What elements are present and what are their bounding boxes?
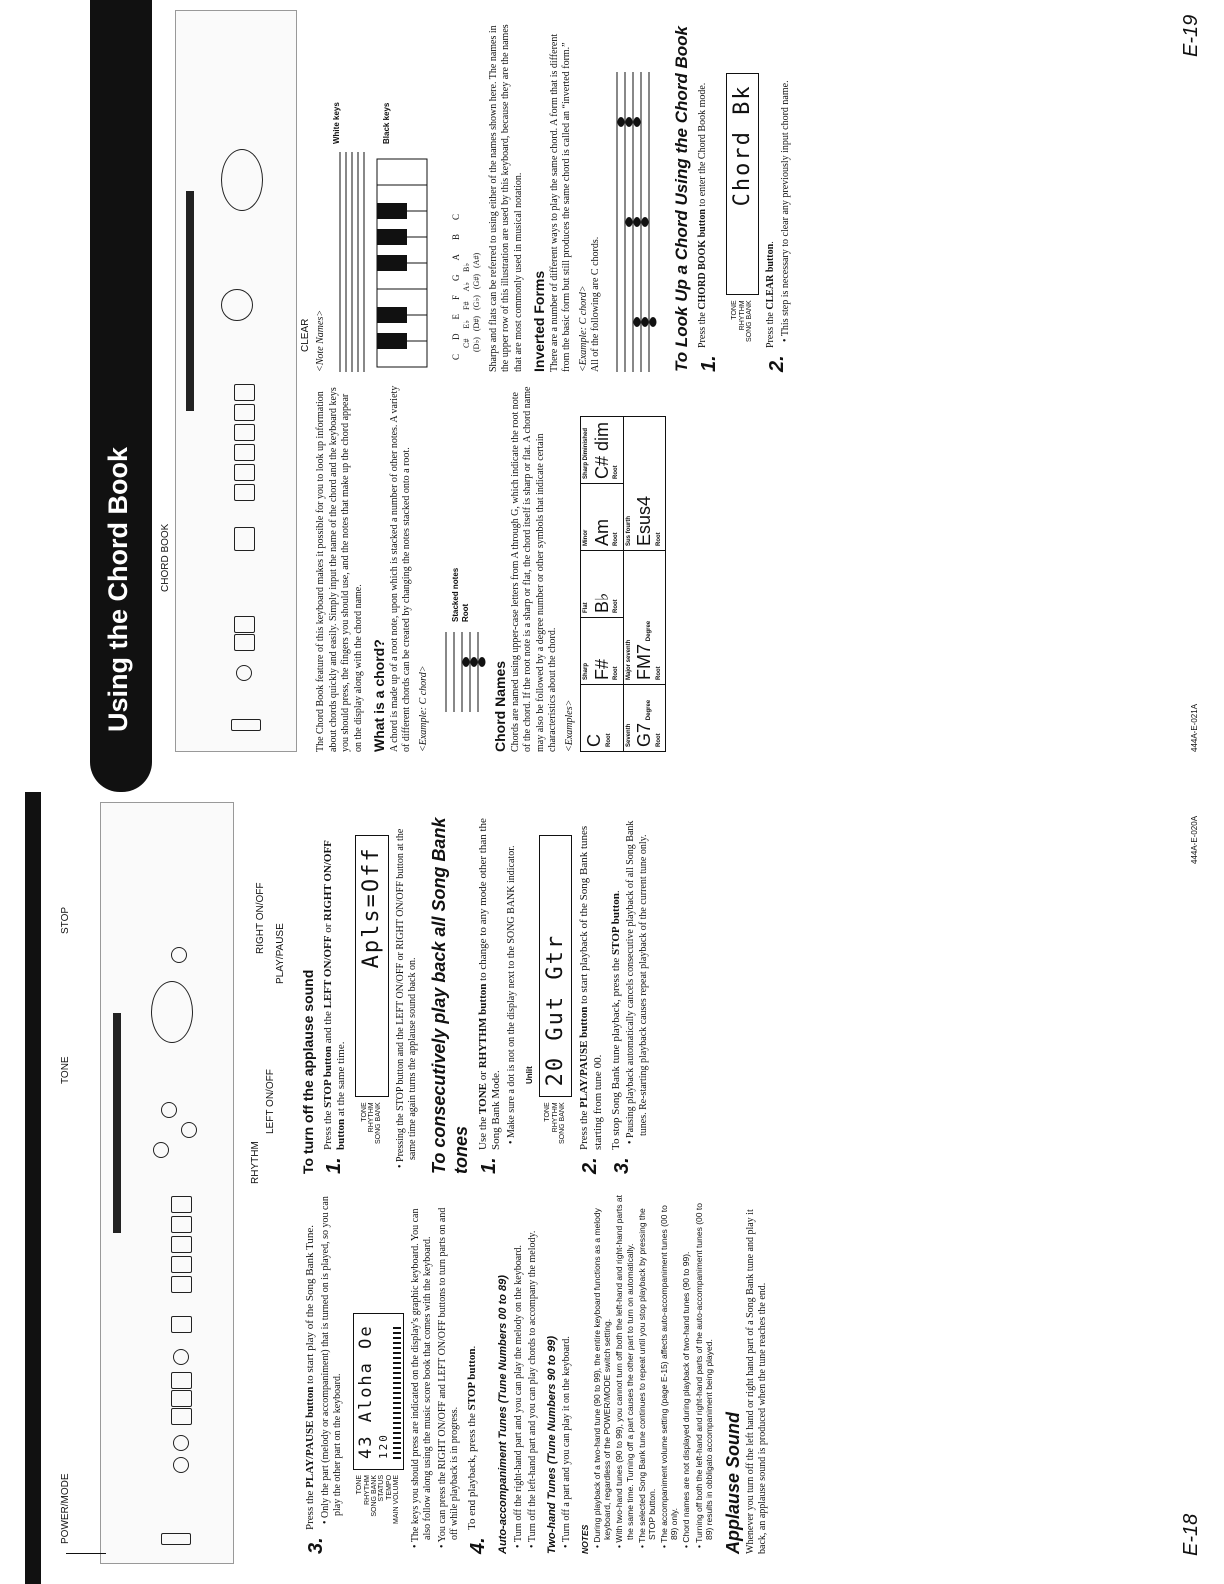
consecutive-step-1 [477, 814, 521, 1174]
lcd-label: SONG BANK [745, 300, 753, 342]
power-switch [231, 719, 261, 731]
lcd-label: RHYTHM [551, 1102, 559, 1133]
table-row [623, 417, 666, 752]
step-4 [466, 1194, 491, 1554]
intro-text: The Chord Book feature of this keyboard makes it possible for you to look up information about chords quickly and easily. Simply input the name of the chord and the keyboard keys you should press, the fingers you should use, and the notes that make up the chord appear on the display along with the chord name. [315, 387, 364, 752]
key-name: G [450, 274, 461, 281]
cell-top: Minor [583, 529, 589, 546]
key-name: F [450, 294, 461, 300]
round-button [173, 1435, 189, 1451]
note-item: • The accompaniment volume setting (page E-15) affects auto-accompaniment tunes (00 to 89) only. [659, 1205, 680, 1548]
right-column-2 [315, 22, 798, 372]
notes-heading: NOTES [579, 1524, 590, 1554]
button-ref: STOP button [321, 1045, 334, 1108]
turn-off-applause-heading: To turn off the applause sound [300, 969, 316, 1174]
stop-label: STOP [60, 906, 71, 934]
bullet: • Pressing the STOP button and the LEFT ON/OFF or RIGHT ON/OFF button at the same time again turns the applause sound back on. [394, 828, 418, 1168]
header-bar [25, 792, 41, 1584]
page-code: 444A-E-021A [1190, 703, 1199, 752]
chord-names-text: Chords are named using upper-case letters from A through G, which indicate the root note of the chord. If the root note is a sharp or flat, the chord itself is sharp or flat. A chord name may also be followed by a degree number or other symbols that indicate certain characteristics about the chord. [509, 386, 558, 752]
bullet: • This step is necessary to clear any previously input chord name. [779, 80, 791, 342]
lcd-label: RHYTHM [738, 300, 746, 331]
round-button [173, 1457, 189, 1473]
bullet: • Turn off the left-hand part and you can play chords to accompany the melody. [527, 1230, 538, 1548]
page-number: E-19 [1180, 14, 1202, 57]
consecutive-step-2 [578, 814, 606, 1174]
button-ref: STOP button [465, 1348, 478, 1411]
square-button [171, 1196, 192, 1213]
lcd-text: 43 Aloha Oe [355, 1324, 376, 1459]
lcd-display [353, 1313, 404, 1470]
table-cell [581, 618, 624, 685]
text: Press the [765, 309, 776, 348]
button-ref: TONE [476, 1082, 489, 1114]
table-cell [581, 685, 624, 752]
lcd-display: Apls=Off [355, 835, 389, 1097]
square-button [234, 384, 255, 401]
power-switch [161, 1533, 191, 1545]
lcd-label: TONE [360, 1102, 368, 1122]
key-name: (G#) [471, 274, 481, 290]
note-text: The accompaniment volume setting (page E-15) affects auto-accompaniment tunes (00 to 89) only. [659, 1205, 680, 1543]
lcd-labels [361, 1102, 383, 1144]
cell-chord: FM7 [634, 644, 654, 680]
table-cell [623, 417, 666, 551]
note-text: With two-hand tunes (90 to 99), you cannot turn off both the left-hand and right-hand parts at the same time. Turning off a part causes the other part to turn on automatically. [614, 1195, 635, 1543]
table-row [581, 417, 624, 752]
square-button [171, 1276, 192, 1293]
step-text [466, 1346, 491, 1530]
example-label: <Example: C chord> [417, 665, 429, 752]
step-number: 4. [466, 1537, 489, 1554]
table-cell [623, 551, 666, 685]
round-button [161, 1102, 177, 1118]
note-item: • Turning off both the left-hand and right-hand parts of the auto-accompaniment tunes (00 to 89) results in obbligato accompaniment being played. [693, 1203, 714, 1548]
note-names-text: Sharps and flats can be referred to using either of the names shown here. The names in the upper row of this illustration are used by this keyboard, because they are the names that are most commonly used in musical notation. [487, 24, 524, 372]
cell-bottom: Root [655, 733, 662, 747]
key-name: C# [461, 338, 471, 348]
musical-info-bar [113, 1013, 121, 1233]
note-item: • With two-hand tunes (90 to 99), you cannot turn off both the left-hand and right-hand parts at the same time. Turning off a part causes the other part to turn on automatically. [614, 1195, 635, 1548]
square-button [171, 1216, 192, 1233]
cell-bottom: Root [655, 532, 662, 546]
square-button [234, 424, 255, 441]
key-name: A♭ [461, 281, 471, 292]
key-name: (G♭) [471, 295, 481, 310]
chord-names-table [580, 416, 666, 752]
step-number: 1. [477, 1157, 500, 1174]
control-panel-illustration [100, 802, 234, 1564]
cell-top: Major seventh [625, 639, 632, 680]
lcd-label: TEMPO [385, 1474, 393, 1500]
note-names-keyboard [332, 152, 447, 372]
step-number: 2. [579, 1157, 601, 1174]
cell-top: Sharp Diminished [583, 427, 589, 479]
musical-info-bar [186, 191, 194, 411]
key-name: C [450, 353, 461, 360]
chord-names-heading: Chord Names [492, 660, 508, 752]
bullet-text: Only the part (melody or accompaniment) that is turned on is played, so you can play the other part on the keyboard. [319, 1196, 344, 1518]
all-c-chords-text: All of the following are C chords. [590, 236, 602, 372]
cell-bottom: Root [613, 465, 619, 479]
lcd-label: RHYTHM [368, 1102, 376, 1133]
lcd-label: STATUS [378, 1474, 386, 1502]
button-ref: PLAY/PAUSE button [578, 1006, 590, 1108]
applause-heading: Applause Sound [723, 1411, 743, 1554]
play-pause-label: PLAY/PAUSE [275, 923, 286, 984]
chord-book-label: CHORD BOOK [160, 523, 171, 592]
button-ref: RHYTHM button [476, 983, 489, 1069]
square-button [234, 404, 255, 421]
text: Press the [304, 1487, 316, 1530]
auto-acc-heading: Auto-accompaniment Tunes (Tune Numbers 00 to 89) [496, 1275, 509, 1554]
note-text: Turning off both the left-hand and right-hand parts of the auto-accompaniment tunes (00 to 89) results in obbligato accompaniment being played. [693, 1203, 714, 1543]
lcd-display: 20 Gut Gtr [539, 835, 573, 1097]
applause-step-1 [322, 814, 350, 1174]
lcd-label: TONE [356, 1474, 364, 1495]
inverted-forms-staff [607, 72, 657, 372]
text: to start play of the Song Bank Tune. [304, 1225, 316, 1387]
bullet-text: Turn off the right-hand part and you can play the melody on the keyboard. [512, 1245, 524, 1543]
black-key-names [462, 22, 472, 348]
round-button [221, 149, 263, 211]
square-button [234, 484, 255, 501]
lcd-label: TONE [544, 1102, 552, 1122]
key-name: E♭ [461, 319, 471, 329]
what-is-chord-text: A chord is made up of a root note, upon which is stacked a number of other notes. A variety of different chords can be created by changing the notes stacked onto a root. [388, 385, 412, 752]
cell-top: Flat [583, 602, 589, 613]
square-button [234, 634, 255, 651]
table-cell [581, 484, 624, 551]
text: Press the [578, 1107, 590, 1150]
cell-top: Seventh [625, 723, 632, 747]
step-text [765, 80, 794, 348]
unlit-label: Unlit [524, 1066, 534, 1084]
lcd-labels [731, 300, 753, 342]
two-hand-heading: Two-hand Tunes (Tune Numbers 90 to 99) [545, 1336, 558, 1554]
text: . [765, 241, 776, 244]
text: to change to any mode other than the Song Bank Mode. [476, 818, 503, 1150]
page-number: E-18 [1180, 1513, 1202, 1556]
button-ref: STOP button [609, 893, 622, 955]
key-name: D [450, 333, 461, 340]
round-button [171, 947, 187, 963]
step-text [697, 83, 722, 348]
black-keys-label: Black keys [381, 102, 391, 144]
round-button [153, 1142, 169, 1158]
left-on-off-label: LEFT ON/OFF [265, 1069, 276, 1134]
step-text [578, 814, 606, 1150]
note-names-label: <Note Names> [315, 309, 326, 372]
square-button [171, 1316, 192, 1333]
bullet-text: The keys you should press are indicated on the display's graphic keyboard. You can also follow along using the music score book that comes with the keyboard. [409, 1208, 434, 1543]
cell-chord: C# dim [591, 421, 612, 479]
square-button [171, 1390, 192, 1407]
round-button [236, 665, 252, 681]
bullet-text: You can press the RIGHT ON/OFF and LEFT ON/OFF buttons to turn parts on and off while playback is in progress. [436, 1207, 461, 1543]
consecutive-heading: To consecutively play back all Song Bank tones [428, 817, 471, 1174]
control-panel-illustration [175, 10, 297, 752]
square-button [234, 616, 255, 633]
cell-chord: Esus4 [634, 495, 654, 546]
step-text [610, 814, 653, 1150]
text: . [465, 1345, 478, 1349]
bullet: • Turn off a part and you can play it on the keyboard. [561, 1336, 573, 1548]
bullet: • The keys you should press are indicated on the display's graphic keyboard. You can also follow along using the music score book that comes with the keyboard. [409, 1208, 434, 1548]
text: and the [321, 1008, 334, 1046]
cell-bottom: Root [613, 666, 619, 680]
step-text [477, 814, 521, 1150]
note-item: • The selected Song Bank tune continues to repeat until you stop playback by pressing the STOP button. [636, 1208, 657, 1548]
root-label: Root [461, 603, 470, 622]
rhythm-label: RHYTHM [250, 1141, 261, 1184]
step-number: 3. [305, 1537, 327, 1554]
button-ref: CHORD BOOK button [696, 209, 708, 310]
text: To end playback, press the [465, 1410, 478, 1530]
cell-chord: G7 [634, 722, 654, 747]
staff-c-chord [436, 632, 486, 712]
note-item: • During playback of a two-hand tune (90 to 99), the entire keyboard functions as a melody keyboard, regardless of the POWER/MODE switch setting. [591, 1208, 613, 1548]
lookup-heading: To Look Up a Chord Using the Chord Book [672, 26, 692, 372]
key-name: (A#) [471, 252, 481, 268]
lcd-main-block [353, 1194, 404, 1524]
square-button [171, 1236, 192, 1253]
key-name: F# [461, 301, 471, 310]
inverted-example-label: <Example: C chord> [577, 285, 589, 372]
square-button [171, 1408, 192, 1425]
round-button [181, 1122, 197, 1138]
note-text: During playback of a two-hand tune (90 to 99), the entire keyboard functions as a melody keyboard, regardless of the POWER/MODE switch setting. [591, 1208, 613, 1543]
consecutive-lcd-block [539, 814, 573, 1144]
note-text: Chord names are not displayed during playback of two-hand tunes (90 to 99). [681, 1251, 692, 1543]
tone-label: TONE [60, 1056, 71, 1084]
round-button [221, 289, 253, 321]
key-name: E [450, 313, 461, 320]
lcd-label: RHYTHM [363, 1474, 371, 1505]
bullet-text: Pausing playback automatically cancels consecutive playback of all Song Bank tunes. Re-starting playback causes repeat playback of the current tune only. [625, 820, 649, 1138]
white-key-names [451, 22, 462, 360]
key-name: B [450, 233, 461, 240]
lcd-keyboard-graphic [393, 1324, 401, 1459]
text: or [476, 1068, 489, 1083]
clear-label: CLEAR [300, 318, 311, 352]
cell-bottom: Root [613, 599, 619, 613]
bullet: • You can press the RIGHT ON/OFF and LEFT ON/OFF buttons to turn parts on and off while playback is in progress. [436, 1207, 461, 1548]
button-ref: LEFT ON/OFF [321, 935, 334, 1009]
consecutive-step-3 [610, 814, 653, 1174]
button-ref: PLAY/PAUSE button [304, 1386, 316, 1488]
bullet: • Pausing playback automatically cancels consecutive playback of all Song Bank tunes. Re-starting playback causes repeat playback of the current tune only. [625, 820, 649, 1144]
key-legend [332, 102, 392, 144]
page-e18 [0, 792, 1224, 1584]
square-button [234, 444, 255, 461]
lcd-labels [356, 1475, 400, 1524]
applause-lcd-block [355, 814, 389, 1144]
button-ref: RIGHT ON/OFF button [321, 840, 348, 1150]
inverted-forms-heading: Inverted Forms [531, 270, 548, 372]
lcd-tempo: 120 [377, 1433, 390, 1459]
page-title: Using the Chord Book [103, 447, 133, 732]
step-number: 1. [322, 1157, 345, 1174]
cell-chord: C [584, 734, 604, 747]
lcd-label: MAIN VOLUME [392, 1474, 400, 1524]
square-button [234, 464, 255, 481]
bullet: • Turn off the right-hand part and you can play the melody on the keyboard. [512, 1245, 524, 1548]
cell-chord: F# [591, 658, 612, 680]
lcd-label: SONG BANK [375, 1102, 383, 1144]
cell-chord: B♭ [591, 592, 612, 613]
lcd-label: TONE [731, 300, 739, 320]
cell-bottom: Root [655, 666, 662, 680]
text: Press the [696, 309, 708, 348]
button-ref: CLEAR button [765, 243, 776, 310]
stacked-label: Stacked notes [451, 567, 460, 622]
round-button [173, 1349, 189, 1365]
left-column-2 [300, 814, 656, 1174]
round-button [151, 981, 193, 1043]
step-text [304, 1194, 347, 1530]
chord-legend [451, 568, 471, 622]
text: to start playback of the Song Bank tunes starting from tune 00. [578, 825, 604, 1150]
table-cell [581, 417, 624, 484]
cell-chord: Am [591, 519, 612, 546]
text: to enter the Chord Book mode. [696, 82, 708, 210]
page-code: 444A-E-020A [1190, 815, 1199, 864]
lookup-lcd-block [726, 22, 760, 342]
cell-side: Degree [646, 620, 652, 642]
leader-line [66, 1553, 106, 1554]
text: . [609, 890, 622, 894]
key-name: B♭ [461, 262, 471, 272]
note-text: The selected Song Bank tune continues to repeat until you stop playback by pressing the STOP button. [636, 1208, 657, 1543]
lcd-display: Chord Bk [726, 73, 760, 295]
examples-label: <Examples> [563, 699, 575, 752]
cell-bottom: Root [613, 532, 619, 546]
text: Use the [476, 1113, 489, 1150]
step-number: 3. [610, 1157, 633, 1174]
lcd-label: SONG BANK [370, 1474, 378, 1517]
key-name: (D♭) [471, 337, 481, 352]
c-chord-example [436, 382, 486, 712]
bullet-text: Turn off a part and you can play it on the keyboard. [561, 1336, 573, 1543]
text: at the same time. [335, 1041, 348, 1119]
table-cell [581, 551, 624, 618]
text: or [321, 920, 334, 936]
cell-side: Degree [646, 699, 652, 721]
bullet: • Make sure a dot is not on the display next to the SONG BANK indicator. [506, 845, 517, 1144]
bullet-text: Make sure a dot is not on the display next to the SONG BANK indicator. [506, 845, 517, 1138]
lcd-labels [544, 1102, 566, 1144]
what-is-chord-heading: What is a chord? [371, 639, 387, 752]
applause-text: Whenever you turn off the left hand or right hand part of a Song Bank tune and play it back, an applause sound is produced when the tune reaches the end. [744, 1209, 768, 1554]
bullet-text: This step is necessary to clear any previously input chord name. [779, 80, 791, 337]
left-column-1 [300, 1194, 770, 1554]
inverted-forms-text: There are a number of different ways to play the same chord. A form that is different from the basic form but still produces the same chord is called an “inverted form.” [548, 33, 573, 372]
lookup-step-1 [697, 22, 722, 372]
square-button [171, 1372, 192, 1389]
text: Press the [321, 1107, 334, 1150]
cell-top: Sus fourth [625, 516, 632, 546]
lcd-label: SONG BANK [558, 1102, 566, 1144]
cell-top: Sharp [583, 662, 589, 680]
note-names-diagram [332, 22, 447, 372]
table-cell [623, 685, 666, 752]
note-item: • Chord names are not displayed during playback of two-hand tunes (90 to 99). [681, 1251, 692, 1548]
key-name: A [450, 253, 461, 261]
square-button [234, 527, 255, 551]
bullet: • Only the part (melody or accompaniment) that is turned on is played, so you can play the other part on the keyboard. [319, 1196, 344, 1524]
square-button [171, 1256, 192, 1273]
right-column-1 [315, 382, 666, 752]
right-on-off-label: RIGHT ON/OFF [255, 882, 266, 954]
bullet-text: Turn off the left-hand part and you can play chords to accompany the melody. [527, 1230, 538, 1543]
step-3 [304, 1194, 347, 1554]
text: To stop Song Bank tune playback, press the [609, 954, 622, 1150]
step-number: 1. [697, 355, 720, 372]
step-text [322, 814, 350, 1150]
black-key-alt-names [472, 22, 482, 352]
step-number: 2. [766, 355, 788, 372]
key-name: C [450, 213, 461, 220]
lookup-step-2 [765, 22, 794, 372]
cell-bottom: Root [605, 733, 612, 747]
power-mode-label: POWER/MODE [60, 1473, 71, 1544]
white-keys-label: White keys [331, 102, 341, 144]
bullet-text: Pressing the STOP button and the LEFT ON/OFF or RIGHT ON/OFF button at the same time again turns the applause sound back on. [394, 828, 418, 1162]
key-name: (D#) [471, 316, 481, 332]
